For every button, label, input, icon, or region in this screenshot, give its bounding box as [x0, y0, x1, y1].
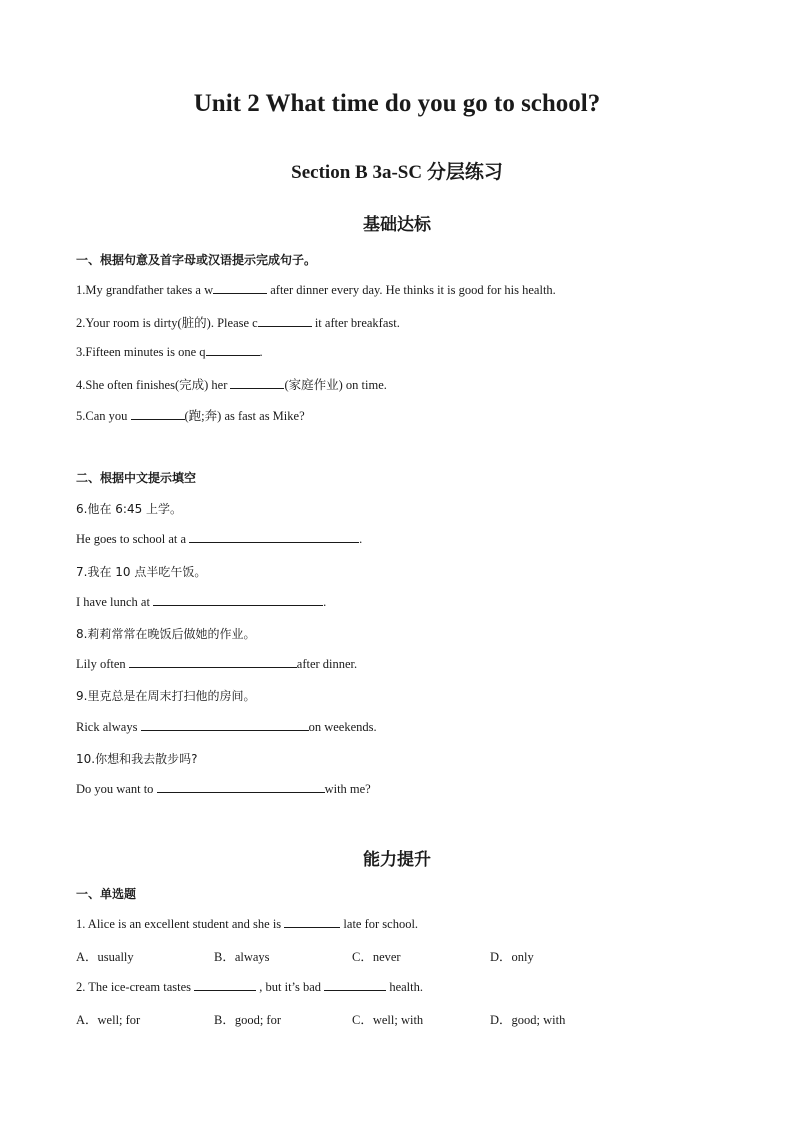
mc2-option-d[interactable]: D．good; with	[490, 1013, 566, 1027]
mc1-text-a: 1. Alice is an excellent student and she is	[76, 917, 285, 931]
page-subtitle: Section B 3a-SC 分层练习	[291, 162, 503, 183]
question-9	[76, 719, 377, 735]
answer-blank[interactable]	[206, 344, 260, 356]
question-9-chinese: 9.里克总是在周末打扫他的房间。	[76, 689, 256, 703]
q5-text-b: (跑;奔) as fast as Mike?	[184, 409, 305, 423]
q9-text-a: Rick always	[76, 720, 141, 734]
part3-heading: 一、单选题	[76, 887, 137, 901]
mc1-text-b: late for school.	[340, 917, 419, 931]
answer-blank[interactable]	[258, 315, 312, 327]
section-heading-ability: 能力提升	[363, 850, 431, 870]
q3-text-a: 3.Fifteen minutes is one q	[76, 345, 206, 359]
part1-heading: 一、根据句意及首字母或汉语提示完成句子。	[76, 253, 317, 267]
answer-blank[interactable]	[230, 377, 284, 389]
question-6	[76, 531, 362, 547]
answer-blank[interactable]	[129, 656, 297, 668]
q2-text-a: 2.Your room is dirty(脏的). Please c	[76, 316, 258, 330]
q4-text-a: 4.She often finishes(完成) her	[76, 378, 231, 392]
q10-text-a: Do you want to	[76, 782, 157, 796]
question-10-chinese: 10.你想和我去散步吗?	[76, 752, 198, 766]
question-8-chinese: 8.莉莉常常在晚饭后做她的作业。	[76, 627, 256, 641]
q1-text-a: 1.My grandfather takes a w	[76, 283, 214, 297]
q4-text-b: (家庭作业) on time.	[284, 378, 387, 392]
q3-text-b: .	[259, 345, 263, 359]
mc1-option-b[interactable]: B．always	[214, 950, 270, 964]
question-2	[76, 313, 400, 331]
q6-text-a: He goes to school at a	[76, 532, 190, 546]
answer-blank[interactable]	[213, 282, 267, 294]
answer-blank[interactable]	[141, 719, 309, 731]
q9-text-b: on weekends.	[308, 720, 377, 734]
mc2-text-b: , but it’s bad	[256, 980, 325, 994]
mc1-option-d[interactable]: D．only	[490, 950, 534, 964]
question-10	[76, 781, 371, 797]
question-3	[76, 344, 263, 360]
answer-blank[interactable]	[194, 979, 256, 991]
question-7-chinese: 7.我在 10 点半吃午饭。	[76, 565, 207, 579]
answer-blank[interactable]	[131, 408, 185, 420]
q7-text-b: .	[323, 595, 327, 609]
q2-text-b: it after breakfast.	[311, 316, 400, 330]
question-4	[76, 375, 387, 393]
question-7	[76, 594, 326, 610]
q7-text-a: I have lunch at	[76, 595, 154, 609]
q8-text-a: Lily often	[76, 657, 129, 671]
question-8	[76, 656, 357, 672]
answer-blank[interactable]	[189, 531, 359, 543]
answer-blank[interactable]	[284, 916, 340, 928]
answer-blank[interactable]	[157, 781, 325, 793]
mc2-option-b[interactable]: B．good; for	[214, 1013, 282, 1027]
mc1-option-a[interactable]: A．usually	[76, 950, 134, 964]
section-heading-basic: 基础达标	[363, 215, 431, 235]
answer-blank[interactable]	[153, 594, 323, 606]
mc-question-1	[76, 916, 418, 932]
mc2-text-c: health.	[386, 980, 423, 994]
page-title: Unit 2 What time do you go to school?	[193, 90, 601, 117]
question-6-chinese: 6.他在 6:45 上学。	[76, 502, 183, 516]
answer-blank[interactable]	[324, 979, 386, 991]
mc2-option-c[interactable]: C．well; with	[352, 1013, 424, 1027]
q6-text-b: .	[359, 532, 363, 546]
mc1-option-c[interactable]: C．never	[352, 950, 401, 964]
q1-text-b: after dinner every day. He thinks it is good for his health.	[267, 283, 556, 297]
q8-text-b: after dinner.	[296, 657, 358, 671]
mc2-option-a[interactable]: A．well; for	[76, 1013, 141, 1027]
mc2-text-a: 2. The ice-cream tastes	[76, 980, 195, 994]
q5-text-a: 5.Can you	[76, 409, 131, 423]
mc-question-2	[76, 979, 423, 995]
question-1	[76, 282, 556, 298]
question-5	[76, 406, 305, 424]
part2-heading: 二、根据中文提示填空	[76, 471, 197, 485]
q10-text-b: with me?	[324, 782, 371, 796]
